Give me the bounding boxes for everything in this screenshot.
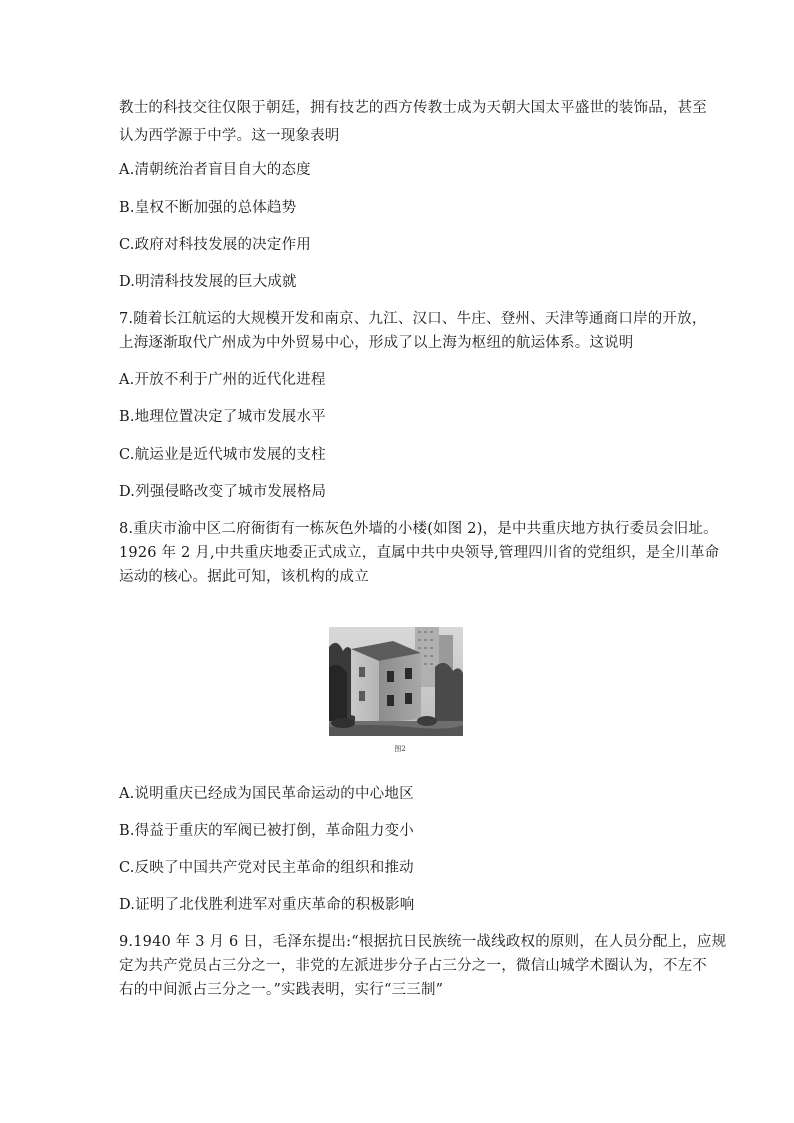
figure-2-caption: 图2: [394, 745, 406, 753]
q9-stem-line-3: 右的中间派占三分之一。”实践表明，实行“三三制”: [119, 982, 444, 998]
figure-2-building-photo: [329, 627, 463, 736]
q8-option-b: B.得益于重庆的军阀已被打倒，革命阻力变小: [119, 823, 414, 839]
q6-stem-line-2: 认为西学源于中学。这一现象表明: [119, 128, 340, 144]
q8-stem-line-2: 1926 年 2 月,中共重庆地委正式成立，直属中共中央领导,管理四川省的党组织，是全川革命: [119, 545, 720, 561]
q7-option-c: C.航运业是近代城市发展的支柱: [119, 447, 326, 463]
q6-option-c: C.政府对科技发展的决定作用: [119, 237, 311, 253]
q7-stem-line-1: 7.随着长江航运的大规模开发和南京、九江、汉口、牛庄、登州、天津等通商口岸的开放，: [119, 311, 707, 327]
q7-stem-line-2: 上海逐渐取代广州成为中外贸易中心，形成了以上海为枢纽的航运体系。这说明: [119, 335, 634, 351]
q7-option-a: A.开放不利于广州的近代化进程: [119, 372, 326, 388]
q9-stem-line-2: 定为共产党员占三分之一，非党的左派进步分子占三分之一，微信山城学术圈认为，不左不: [119, 958, 707, 974]
q8-stem-line-1: 8.重庆市渝中区二府衙街有一栋灰色外墙的小楼(如图 2)，是中共重庆地方执行委员会旧址。: [119, 521, 718, 537]
q7-option-d: D.列强侵略改变了城市发展格局: [119, 484, 327, 500]
q8-option-a: A.说明重庆已经成为国民革命运动的中心地区: [119, 786, 414, 802]
q8-option-c: C.反映了中国共产党对民主革命的组织和推动: [119, 860, 414, 876]
q8-stem-line-3: 运动的核心。据此可知，该机构的成立: [119, 569, 369, 585]
q6-stem-line-1: 教士的科技交往仅限于朝廷，拥有技艺的西方传教士成为天朝大国太平盛世的装饰品，甚至: [119, 100, 707, 116]
q6-option-b: B.皇权不断加强的总体趋势: [119, 200, 297, 216]
q9-stem-line-1: 9.1940 年 3 月 6 日，毛泽东提出:“根据抗日民族统一战线政权的原则，在人员分配上，应规: [119, 934, 727, 950]
q6-option-a: A.清朝统治者盲目自大的态度: [119, 162, 311, 178]
q6-option-d: D.明清科技发展的巨大成就: [119, 274, 297, 290]
q8-option-d: D.证明了北伐胜利进军对重庆革命的积极影响: [119, 897, 415, 913]
q7-option-b: B.地理位置决定了城市发展水平: [119, 409, 326, 425]
